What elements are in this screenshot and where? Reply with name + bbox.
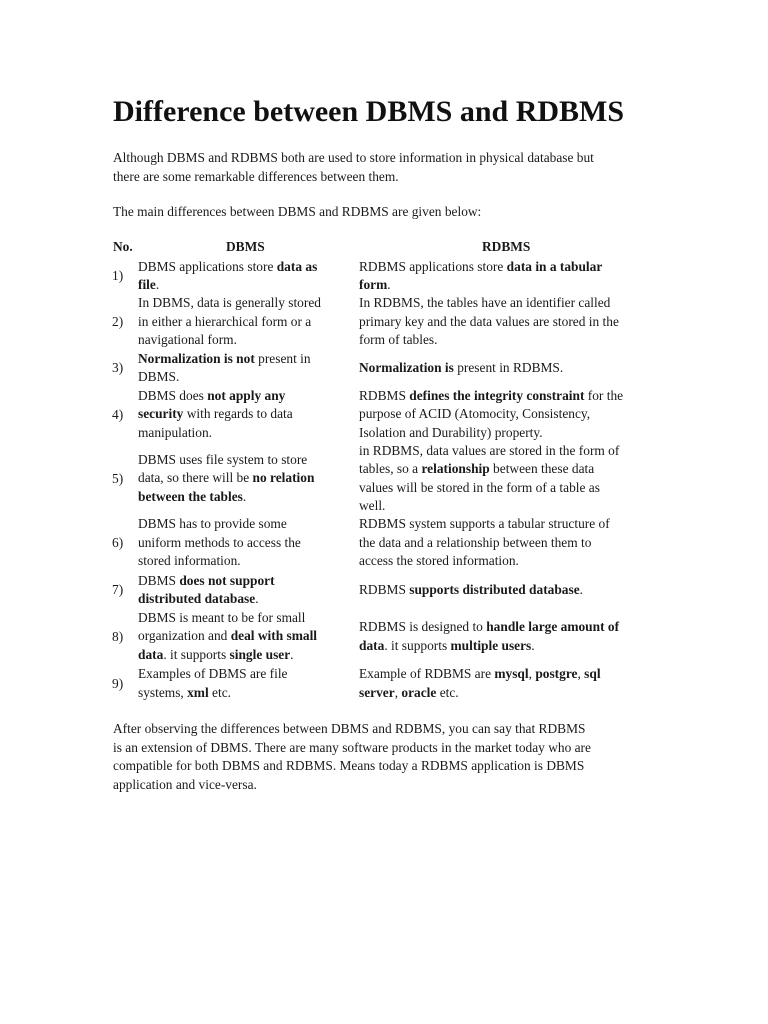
text-run: .: [155, 277, 160, 292]
text-run: systems,: [138, 684, 188, 700]
text-run: access the stored information.: [359, 553, 519, 569]
text-run: present in: [254, 350, 311, 366]
rdbms-cell: [359, 442, 659, 515]
text-run: DBMS does: [138, 387, 208, 403]
bold-text: data in a tabular: [506, 258, 603, 274]
bold-text: no relation: [252, 470, 315, 486]
table-row: [0, 571, 768, 609]
text-run: organization and: [138, 628, 231, 644]
rdbms-cell: [359, 571, 659, 609]
text-run: well.: [359, 497, 386, 513]
text-run: RDBMS system supports a tabular structure of: [359, 516, 610, 532]
text-run: .: [387, 277, 391, 292]
text-run: ,: [394, 684, 402, 700]
bold-text: Normalization is: [359, 359, 454, 375]
bold-text: data: [359, 637, 385, 653]
header-dbms: DBMS: [226, 239, 265, 254]
row-number: 5): [112, 470, 124, 486]
conclusion-paragraph: After observing the differences between DBMS and RDBMS, you can say that RDBMS is an extension of DBMS. There are many software products in the market today who are compatible for both DBMS and RDBMS. Means today a RDBMS application is DBMS application and vice-versa.: [113, 721, 591, 792]
table-row: [0, 257, 768, 295]
dbms-cell: [138, 664, 350, 703]
row-number: 3): [112, 360, 124, 375]
text-run: values will be stored in the form of a table as: [359, 479, 600, 495]
bold-text: security: [138, 406, 184, 422]
bold-text: mysql: [494, 666, 529, 682]
bold-text: does not support: [179, 572, 275, 588]
dbms-cell: [138, 257, 350, 295]
row-number: 2): [112, 314, 124, 329]
table-row: [0, 349, 768, 387]
text-run: .: [290, 646, 294, 662]
bold-text: form: [359, 277, 388, 292]
text-run: manipulation.: [138, 424, 213, 440]
table-row: [0, 295, 768, 349]
row-number: 7): [112, 582, 124, 597]
rdbms-cell: [359, 349, 659, 387]
text-run: ,: [528, 666, 536, 682]
bold-text: xml: [187, 684, 209, 700]
text-run: tables, so a: [359, 461, 422, 477]
text-run: data, so there will be: [138, 470, 253, 486]
text-run: .: [531, 637, 535, 653]
text-run: the data and a relationship between them to: [359, 534, 592, 550]
page-title: Difference between DBMS and RDBMS: [113, 95, 625, 128]
text-run: RDBMS applications store: [359, 258, 507, 274]
text-run: stored information.: [138, 553, 241, 569]
text-run: DBMS is meant to be for small: [138, 609, 306, 625]
text-run: between these data: [489, 461, 595, 477]
dbms-cell: [138, 349, 350, 387]
text-run: DBMS: [138, 572, 180, 588]
text-run: in RDBMS, data values are stored in the form of: [359, 442, 620, 458]
bold-text: multiple users: [450, 637, 532, 653]
text-run: ,: [577, 666, 585, 682]
table-row: [0, 387, 768, 442]
text-run: etc.: [436, 684, 459, 700]
text-run: DBMS has to provide some: [138, 516, 287, 532]
text-run: DBMS applications store: [138, 258, 277, 274]
dbms-cell: [138, 442, 350, 515]
bold-text: server: [359, 684, 395, 700]
table-header: [0, 238, 768, 256]
bold-text: single user: [229, 646, 291, 662]
bold-text: postgre: [535, 666, 578, 682]
row-number: 6): [112, 535, 124, 550]
text-run: RDBMS: [359, 387, 410, 403]
dbms-cell: [138, 295, 350, 349]
text-run: DBMS.: [138, 369, 180, 384]
bold-text: not apply any: [207, 387, 286, 403]
rdbms-cell: [359, 515, 659, 571]
text-run: etc.: [208, 684, 231, 700]
bold-text: data: [138, 646, 164, 662]
text-run: primary key and the data values are stored in the: [359, 313, 619, 329]
text-run: Isolation and Durability) property.: [359, 424, 543, 440]
text-run: RDBMS: [359, 581, 410, 597]
rdbms-cell: [359, 257, 659, 295]
text-run: . it supports: [384, 637, 451, 653]
text-run: uniform methods to access the: [138, 534, 301, 550]
text-run: .: [242, 488, 247, 504]
header-no: No.: [113, 239, 133, 254]
rdbms-cell: [359, 295, 659, 349]
row-number: 8): [112, 628, 124, 644]
bold-text: sql: [584, 666, 601, 682]
text-run: .: [579, 581, 584, 597]
row-number: 1): [112, 268, 124, 283]
bold-text: oracle: [401, 684, 437, 700]
text-run: present in RDBMS.: [453, 359, 564, 375]
row-number: 4): [112, 406, 124, 422]
text-run: with regards to data: [183, 406, 293, 422]
rdbms-cell: [359, 664, 659, 703]
table-row: [0, 515, 768, 571]
bold-text: distributed database: [138, 591, 256, 606]
bold-text: Normalization is not: [138, 350, 255, 366]
bold-text: defines the integrity constraint: [409, 387, 585, 403]
text-run: Example of RDBMS are: [359, 666, 495, 682]
row-number: 9): [112, 675, 124, 691]
bold-text: data as: [276, 258, 318, 274]
text-run: in either a hierarchical form or a: [138, 313, 312, 329]
text-run: for the: [584, 387, 624, 403]
dbms-cell: [138, 387, 350, 442]
text-run: form of tables.: [359, 332, 438, 348]
rdbms-cell: [359, 387, 659, 442]
bold-text: deal with small: [230, 628, 318, 644]
intro-paragraph: Although DBMS and RDBMS both are used to store information in physical database but there are some remarkable differences between them.: [113, 150, 594, 184]
bold-text: relationship: [421, 461, 490, 477]
lead-paragraph: The main differences between DBMS and RDBMS are given below:: [113, 204, 482, 219]
table-row: [0, 442, 768, 515]
header-rdbms: RDBMS: [482, 239, 531, 254]
bold-text: file: [138, 277, 156, 292]
text-run: purpose of ACID (Atomocity, Consistency,: [359, 406, 591, 422]
text-run: Examples of DBMS are file: [138, 666, 288, 682]
dbms-cell: [138, 571, 350, 609]
bold-text: between the tables: [138, 488, 243, 504]
text-run: RDBMS is designed to: [359, 619, 487, 635]
text-run: .: [255, 591, 259, 606]
table-row: [0, 664, 768, 703]
text-run: In RDBMS, the tables have an identifier called: [359, 295, 611, 311]
table-row: [0, 609, 768, 664]
text-run: . it supports: [163, 646, 230, 662]
rdbms-cell: [359, 609, 659, 664]
bold-text: handle large amount of: [486, 619, 620, 635]
text-run: In DBMS, data is generally stored: [138, 295, 321, 311]
bold-text: supports distributed database: [409, 581, 580, 597]
text-run: navigational form.: [138, 332, 237, 348]
text-run: DBMS uses file system to store: [138, 451, 308, 467]
dbms-cell: [138, 609, 350, 664]
dbms-cell: [138, 515, 350, 571]
